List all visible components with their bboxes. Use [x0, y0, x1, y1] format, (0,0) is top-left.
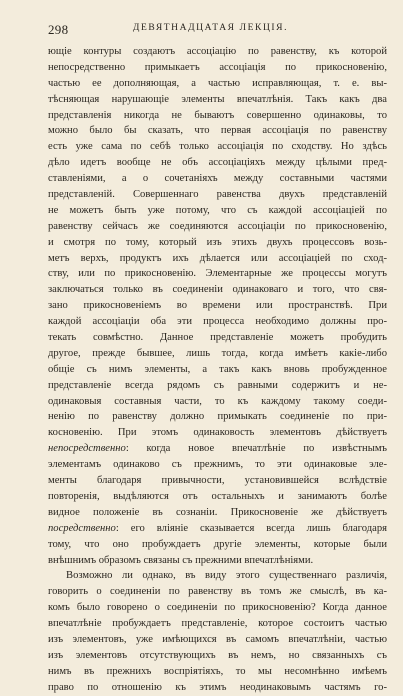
text-line: тѣсняющая нарушающіе элементы впечатлѣнія. Такъ какъ два: [48, 93, 387, 105]
text-line: не можетъ быть уже потому, что съ каждой ассоціаціей по: [48, 204, 387, 216]
text-line: зано прикосновеніемъ во времени или пространствѣ. При: [48, 300, 387, 312]
page-header: [0, 22, 403, 38]
text-line: представленіе всегда рядомъ съ равными содержитъ и не-: [48, 379, 387, 391]
text-line: повторенія, выдѣляются отъ остальныхъ и занимаютъ болѣе: [48, 490, 387, 502]
page-number: 298: [48, 22, 69, 37]
text-line: ненію по равенству должно примыкать соединеніе по при-: [48, 411, 387, 423]
text-line: можно было бы сказать, что первая ассоціація по равенству: [48, 125, 387, 137]
text-line: внѣшнимъ образомъ связаны съ прежними впечатлѣніями.: [48, 554, 314, 566]
text-line: частью ее дополняющая, а частью исправляющая, т. е. вы-: [48, 77, 387, 89]
paragraph-1: [48, 44, 387, 568]
running-head: ДЕВЯТНАДЦАТАЯ ЛЕКЦІЯ.: [132, 23, 289, 33]
text-line: ставленіями, а о сочетаніяхъ между составными частями: [48, 173, 387, 185]
text-line: метъ верхъ, продуктъ ихъ дѣлается или ассоціаціей по сход-: [48, 252, 387, 264]
text-line: менты благодаря привычности, установившейся вслѣдствіе: [48, 475, 387, 487]
text-line: представленія никогда не бываютъ совершенно одинаковы, то: [48, 109, 387, 121]
text-line: посредственно: его вліяніе сказывается всегда лишь благодаря: [48, 522, 387, 534]
text-line: и смотря по тому, который изъ этихъ двухъ процессовъ возь-: [48, 236, 387, 248]
text-line: нимъ въ прежнихъ воспріятіяхъ, то мы несомнѣнно имѣемъ: [48, 665, 387, 677]
text-line: непосредственно: когда новое впечатлѣніе по извѣстнымъ: [48, 443, 387, 455]
text-line: ству, или по прикосновенію. Элементарные же процессы могутъ: [48, 268, 387, 280]
body-text: [48, 44, 387, 696]
text-line: элементамъ одинаково съ прежнимъ, то эти одинаковые эле-: [48, 459, 387, 471]
text-line: право по отношенію къ этимъ неодинаковымъ частямъ го-: [48, 681, 387, 693]
text-line: комъ было говорено о соединеніи по прикосновенію? Когда данное: [48, 602, 387, 614]
text-line: косновенію. При этомъ одинаковость элементовъ дѣйствуетъ: [48, 427, 387, 439]
text-line: говорить о соединеніи по равенству въ томъ же смыслѣ, въ ка-: [48, 586, 387, 598]
emphasized-term: посредственно: [48, 522, 116, 534]
text-line: видное положеніе въ сознаніи. Прикосновеніе же дѣйствуетъ: [48, 506, 387, 518]
text-line: тому, что оно пробуждаетъ другіе элементы, которые были: [48, 538, 387, 550]
paragraph-2: [48, 568, 387, 695]
text-line: представленій. Совершеннаго равенства двухъ представленій: [48, 189, 387, 201]
text-line: изъ элементовъ, уже имѣющихся въ самомъ впечатлѣніи, частью: [48, 633, 387, 645]
text-line: ющіе контуры создаютъ ассоціацію по равенству, къ которой: [48, 46, 387, 57]
text-line: непосредственно примыкаетъ ассоціація по прикосновенію,: [48, 61, 387, 73]
text-line: дѣло идетъ вообще не объ ассоціаціяхъ между цѣлыми пред-: [48, 157, 387, 169]
text-line: каждой ассоціаціи оба эти процесса необходимо должны про-: [48, 316, 387, 328]
text-line: есть уже сама по себѣ только ассоціація по сходству. Но здѣсь: [48, 141, 387, 153]
text-line: Возможно ли однако, въ виду этого существеннаго различія,: [66, 570, 387, 582]
emphasized-term: непосредственно: [48, 443, 126, 455]
text-line: заключаться только въ соединеніи одинаковаго и того, что свя-: [48, 284, 387, 296]
text-line: одинаковыя составныя части, то къ каждому такому соеди-: [48, 395, 387, 407]
text-line: текать совмѣстно. Данное представленіе можетъ пробудить: [48, 332, 387, 344]
text-line: другое, прежде бывшее, лишь тогда, когда имѣетъ какіе-либо: [48, 347, 387, 359]
text-line: общіе съ нимъ элементы, а такъ какъ вновь пробужденное: [48, 363, 387, 375]
text-line: равенству сейчасъ же соединяются ассоціаціи по прикосновенію,: [48, 220, 387, 232]
text-line: впечатлѣніе пробуждаетъ представленіе, которое состоитъ частью: [48, 618, 387, 630]
text-line: изъ элементовъ отсутствующихъ въ немъ, но связанныхъ съ: [48, 649, 387, 661]
